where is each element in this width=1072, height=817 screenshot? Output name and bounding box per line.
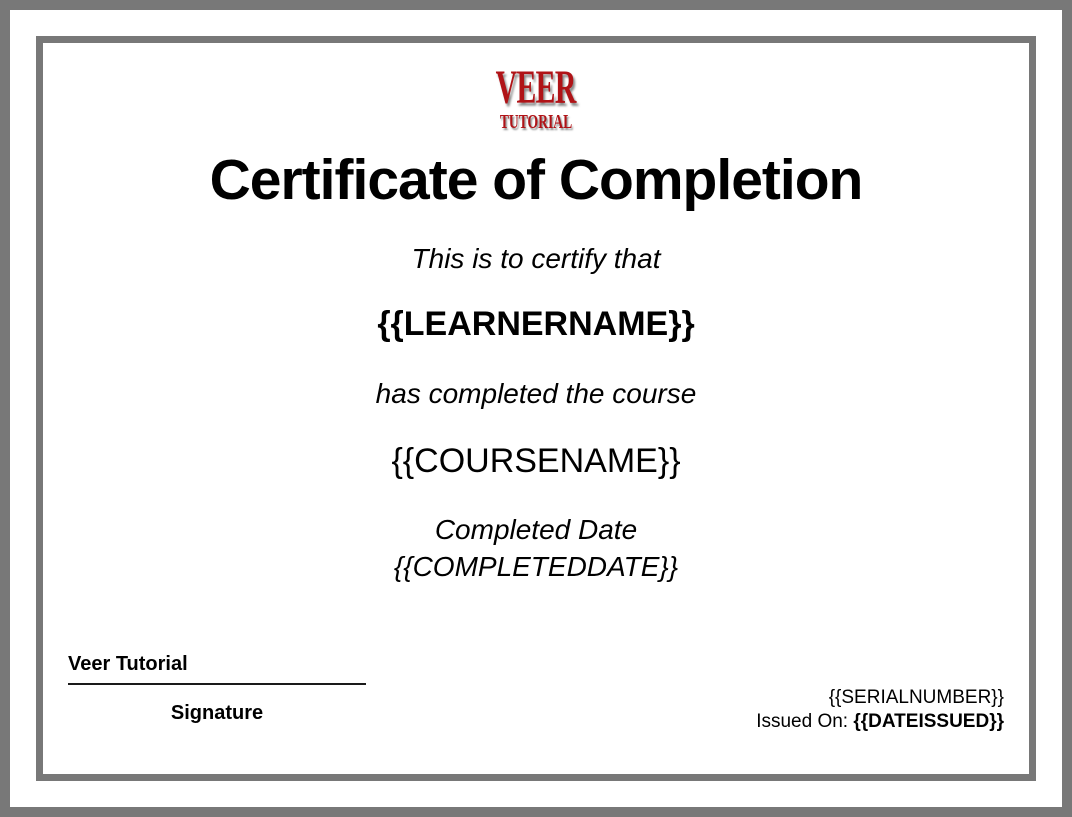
signature-line	[68, 683, 366, 685]
completed-date-block	[43, 511, 1029, 585]
certificate-title: Certificate of Completion	[209, 147, 863, 212]
brand-logo	[43, 43, 1029, 132]
certify-text: This is to certify that	[411, 243, 661, 275]
signer-name: Veer Tutorial	[68, 653, 188, 675]
signature-label: Signature	[170, 702, 264, 724]
brand-logo-text: VEER	[495, 61, 577, 114]
issued-date-placeholder: {{DATEISSUED}}	[853, 711, 1004, 732]
completed-date-placeholder: {{COMPLETEDDATE}}	[393, 551, 679, 583]
brand-logo-subtext: TUTORIAL	[499, 110, 573, 133]
serial-number-placeholder: {{SERIALNUMBER}}	[828, 687, 1004, 708]
signature-block	[68, 653, 366, 725]
learner-name-placeholder: {{LEARNERNAME}}	[377, 305, 695, 344]
certificate-inner-border	[36, 36, 1036, 781]
course-name-placeholder: {{COURSENAME}}	[391, 442, 681, 481]
issued-on-line	[756, 710, 1004, 734]
issued-on-label: Issued On:	[756, 711, 854, 732]
completed-date-label: Completed Date	[434, 514, 638, 546]
issue-info-block	[756, 686, 1004, 734]
course-intro-text: has completed the course	[375, 378, 697, 410]
